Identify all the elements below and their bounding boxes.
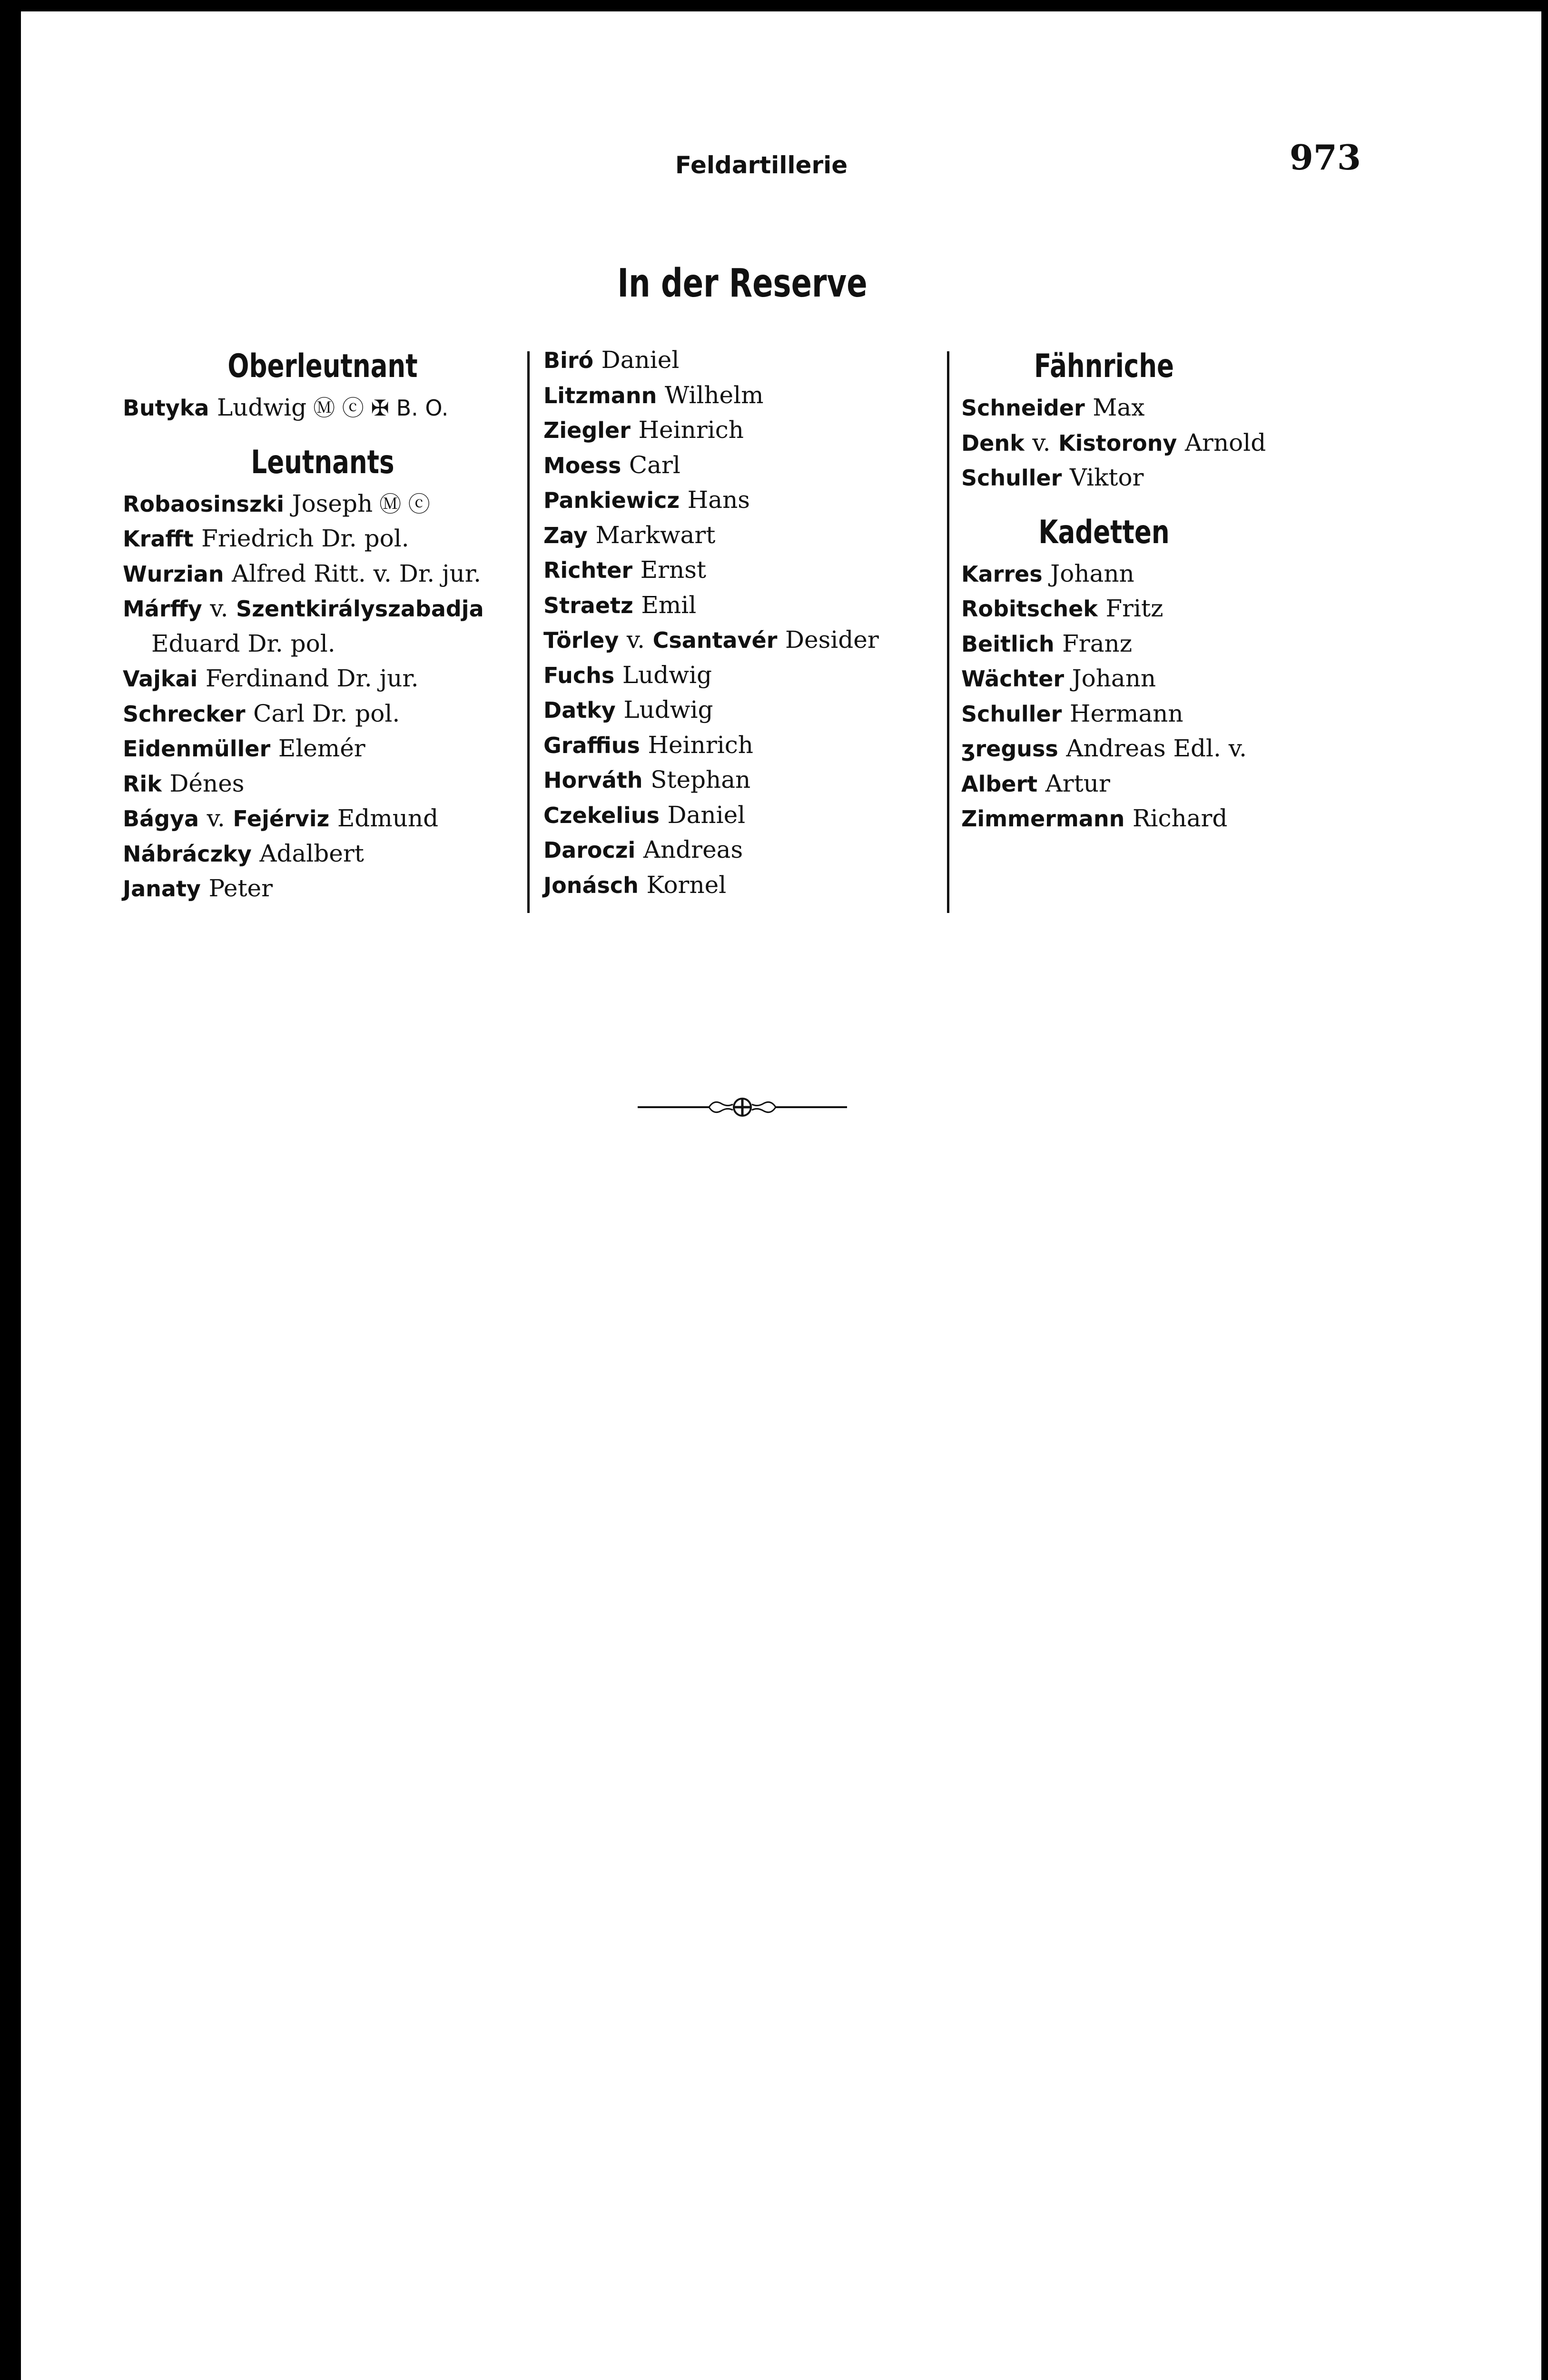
entry-surname: Schrecker: [123, 701, 246, 727]
list-item: [123, 696, 523, 732]
entry-surname: Zay: [543, 522, 588, 548]
page-number: 973: [1289, 137, 1361, 178]
list-item: [123, 521, 523, 556]
entry-given-name: Friedrich Dr. pol.: [201, 525, 409, 552]
entry-given-name: Ernst: [640, 556, 706, 584]
entry-given-name: Johann: [1072, 664, 1156, 692]
column-cadets: [961, 343, 1332, 836]
list-item: [543, 518, 938, 553]
list-item: [543, 588, 938, 623]
entry-surname: Zimmermann: [961, 806, 1125, 832]
entry-given-name: Arnold: [1184, 428, 1266, 456]
entry-given-name: Daniel: [601, 346, 680, 374]
entry-given-name: Heinrich: [648, 731, 753, 759]
list-item: [123, 591, 523, 626]
entry-surname: Nábráczky: [123, 841, 252, 867]
section-heading: Oberleutnant: [227, 347, 418, 385]
list-item: [123, 661, 523, 696]
list-item: [543, 483, 938, 518]
entry-given-name: Kornel: [646, 871, 727, 899]
list-item: [123, 801, 523, 836]
list-item: [123, 836, 523, 872]
list-item: [961, 696, 1332, 732]
entry-surname: Straetz: [543, 592, 633, 618]
list-item: [543, 553, 938, 588]
entry-given-name: Dénes: [169, 769, 245, 797]
entry-surname-predicate: Szentkirályszabadja: [236, 596, 484, 622]
entry-given-name: Emil: [641, 591, 697, 619]
entry-given-name: Joseph: [292, 489, 373, 517]
entry-surname: Wächter: [961, 666, 1065, 692]
entry-surname: Richter: [543, 557, 633, 583]
column-rule: [947, 351, 949, 913]
entry-surname: Daroczi: [543, 837, 636, 863]
entry-surname-predicate: Kistorony: [1058, 430, 1177, 456]
list-item: [123, 486, 523, 522]
entry-given-name: Wilhelm: [664, 381, 764, 409]
entry-given-name: v.: [210, 595, 228, 622]
entry-surname: Horváth: [543, 767, 643, 793]
entry-surname: Litzmann: [543, 382, 657, 408]
entry-given-name: Edmund: [337, 804, 439, 832]
entry-given-name: Fritz: [1105, 595, 1163, 622]
list-item: [961, 731, 1332, 766]
list-item: [543, 413, 938, 448]
entry-surname: Butyka: [123, 395, 209, 421]
list-item: [543, 448, 938, 483]
entry-surname: Robaosinszki: [123, 491, 285, 517]
entry-given-name: Stephan: [651, 766, 751, 793]
running-head: Feldartillerie: [675, 151, 848, 179]
entry-given-name: Desider: [785, 626, 879, 654]
list-item: [543, 728, 938, 763]
entry-surname: Robitschek: [961, 596, 1098, 622]
entry-surname: Krafft: [123, 526, 194, 552]
entry-given-name: Richard: [1132, 804, 1228, 832]
list-item: [123, 556, 523, 592]
list-item: [123, 731, 523, 766]
entry-given-name: Johann: [1050, 559, 1134, 587]
list-item: [961, 460, 1332, 496]
section-heading: Leutnants: [251, 443, 394, 481]
entry-surname: Beitlich: [961, 631, 1055, 657]
list-item: [543, 798, 938, 833]
entry-surname: Ziegler: [543, 417, 631, 443]
entry-given-name: Markwart: [595, 521, 716, 549]
list-item: [543, 343, 938, 378]
entry-given-name: Heinrich: [638, 416, 744, 444]
entry-surname: Janaty: [123, 876, 201, 902]
scan-border-top: [0, 0, 1548, 11]
entry-surname: Graffius: [543, 732, 640, 758]
entry-surname: Schuller: [961, 465, 1062, 491]
entry-surname: Jonásch: [543, 872, 639, 898]
entry-given-name: Andreas: [643, 836, 743, 863]
entry-given-name: Daniel: [667, 801, 746, 829]
entry-given-name: Viktor: [1069, 464, 1144, 491]
section-heading: Fähnriche: [1034, 347, 1174, 385]
entry-surname: Vajkai: [123, 666, 198, 692]
entry-surname: Albert: [961, 771, 1038, 797]
entry-given-name: Ludwig: [217, 394, 307, 421]
list-item: [543, 833, 938, 868]
entry-surname: Czekelius: [543, 802, 660, 828]
ornament-divider-icon: [638, 1093, 847, 1121]
entry-given-name: Carl Dr. pol.: [253, 699, 400, 727]
entry-surname: Datky: [543, 697, 616, 723]
entry-surname: Törley: [543, 627, 619, 653]
list-item: [543, 658, 938, 693]
list-item: [961, 626, 1332, 662]
entry-given-name: v.: [1032, 428, 1051, 456]
entry-given-name: Max: [1093, 394, 1145, 421]
scan-border-right: [1541, 0, 1548, 2380]
entry-given-name: Adalbert: [259, 839, 364, 867]
entry-given-name: Peter: [208, 874, 273, 902]
list-item: [961, 766, 1332, 802]
list-item: [543, 378, 938, 413]
entry-given-name: Andreas Edl. v.: [1066, 734, 1247, 762]
section-heading: Kadetten: [1038, 513, 1170, 551]
entry-given-name: Ferdinand Dr. jur.: [205, 664, 419, 692]
list-item: [961, 556, 1332, 592]
list-item: [961, 426, 1332, 461]
decoration-marks: Ⓜ ⓒ ✠ B. O.: [313, 395, 449, 421]
entry-given-name: Ludwig: [622, 661, 712, 689]
entry-given-name: Eduard Dr. pol.: [151, 629, 335, 657]
list-item: [123, 766, 523, 802]
column-continued: [543, 343, 938, 902]
entry-given-name: Carl: [629, 451, 680, 479]
list-item: [543, 623, 938, 658]
entry-given-name: v.: [207, 804, 225, 832]
list-item: [543, 693, 938, 728]
entry-surname-predicate: Csantavér: [652, 627, 778, 653]
list-item: [961, 661, 1332, 696]
entry-given-name: Ludwig: [623, 696, 713, 724]
entry-surname: Márffy: [123, 596, 202, 622]
entry-given-name: Franz: [1062, 629, 1133, 657]
entry-surname: Schneider: [961, 395, 1085, 421]
entry-surname-predicate: Fejérviz: [233, 806, 330, 832]
section-gap: [123, 426, 523, 439]
list-item: [123, 871, 523, 906]
entry-given-name: Artur: [1045, 769, 1110, 797]
list-item: [543, 763, 938, 798]
scan-border-left: [0, 0, 21, 2380]
entry-surname: Rik: [123, 771, 162, 797]
list-item: [123, 626, 523, 662]
entry-given-name: Elemér: [278, 734, 365, 762]
entry-surname: Bágya: [123, 806, 199, 832]
entry-surname: Biró: [543, 347, 594, 373]
section-gap: [961, 496, 1332, 509]
entry-surname: Denk: [961, 430, 1025, 456]
list-item: [961, 591, 1332, 626]
entry-surname: Fuchs: [543, 662, 615, 688]
list-item: [123, 390, 523, 426]
entry-given-name: Alfred Ritt. v. Dr. jur.: [232, 559, 482, 587]
entry-surname: ʒreguss: [961, 736, 1058, 762]
list-item: [961, 390, 1332, 426]
entry-surname: Eidenmüller: [123, 736, 271, 762]
column-officers: [123, 343, 523, 906]
list-item: [961, 801, 1332, 836]
entry-surname: Pankiewicz: [543, 487, 680, 513]
page-title: In der Reserve: [617, 261, 868, 306]
entry-surname: Moess: [543, 452, 621, 478]
entry-given-name: Hans: [687, 486, 750, 514]
entry-surname: Wurzian: [123, 561, 224, 587]
decoration-marks: Ⓜ ⓒ: [379, 491, 430, 517]
entry-surname: Schuller: [961, 701, 1062, 727]
list-item: [543, 868, 938, 903]
column-rule: [527, 351, 530, 913]
entry-given-name: v.: [626, 626, 645, 654]
entry-surname: Karres: [961, 561, 1043, 587]
entry-given-name: Hermann: [1069, 699, 1183, 727]
